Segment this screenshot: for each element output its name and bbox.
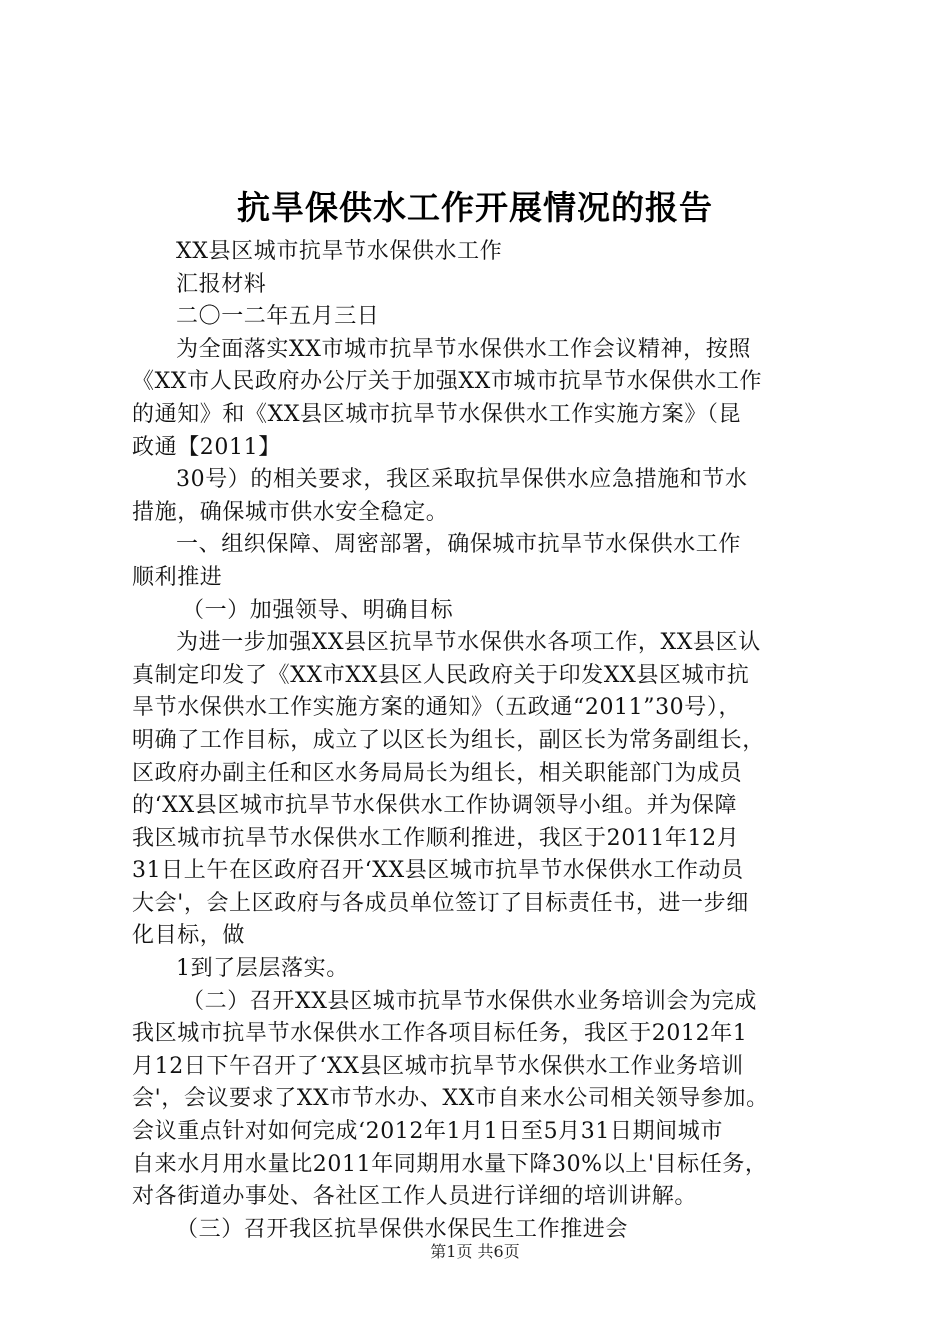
body-line: 为全面落实XX市城市抗旱节水保供水工作会议精神，按照: [176, 336, 751, 362]
document-body: [132, 236, 832, 1246]
section-heading: （一）加强领导、明确目标: [182, 597, 454, 623]
body-line: 措施，确保城市供水安全稳定。: [132, 499, 449, 525]
body-line: 1到了层层落实。: [176, 956, 349, 982]
body-line: 化目标，做: [132, 923, 246, 949]
body-line: 的通知》和《XX县区城市抗旱节水保供水工作实施方案》（昆: [132, 401, 742, 427]
body-line: XX县区城市抗旱节水保供水工作: [176, 239, 503, 264]
body-line: 《XX市人民政府办公厅关于加强XX市城市抗旱节水保供水工作: [132, 369, 763, 395]
body-line: 政通【2011】: [132, 434, 281, 460]
body-line: 二〇一二年五月三日: [176, 304, 380, 330]
body-line: 31日上午在区政府召开‘XX县区城市抗旱节水保供水工作动员: [132, 858, 744, 884]
section-heading: （三）召开我区抗旱保供水保民生工作推进会: [176, 1216, 629, 1242]
body-line: 为进一步加强XX县区抗旱节水保供水各项工作，XX县区认: [176, 630, 761, 656]
body-line: 会'，会议要求了XX市节水办、XX市自来水公司相关领导参加。: [132, 1086, 769, 1112]
body-line: 汇报材料: [176, 271, 267, 297]
body-line: 30号）的相关要求，我区采取抗旱保供水应急措施和节水: [176, 467, 748, 493]
body-line: 我区城市抗旱节水保供水工作顺利推进，我区于2011年12月: [132, 825, 740, 851]
body-line: 顺利推进: [132, 564, 223, 590]
page-footer: 第1页 共6页: [430, 1242, 520, 1261]
body-line: 我区城市抗旱节水保供水工作各项目标任务，我区于2012年1: [132, 1021, 748, 1047]
body-line: 的‘XX县区城市抗旱节水保供水工作协调领导小组。并为保障: [132, 793, 738, 819]
body-line: 一、组织保障、周密部署，确保城市抗旱节水保供水工作: [176, 532, 742, 558]
body-line: 会议重点针对如何完成‘2012年1月1日至5月31日期间城市: [132, 1119, 723, 1145]
section-heading: （二）召开XX县区城市抗旱节水保供水业务培训会为完成: [182, 988, 757, 1014]
body-line: 大会'，会上区政府与各成员单位签订了目标责任书，进一步细: [132, 890, 749, 916]
body-line: 月12日下午召开了‘XX县区城市抗旱节水保供水工作业务培训: [132, 1053, 744, 1079]
body-line: 对各街道办事处、各社区工作人员进行详细的培训讲解。: [132, 1184, 698, 1210]
document-title: 抗旱保供水工作开展情况的报告: [237, 188, 713, 227]
body-line: 旱节水保供水工作实施方案的通知》（五政通“2011”30号），: [132, 695, 742, 721]
body-line: 区政府办副主任和区水务局局长为组长，相关职能部门为成员: [132, 760, 743, 786]
body-line: 明确了工作目标，成立了以区长为组长，副区长为常务副组长，: [132, 727, 765, 753]
body-line: 真制定印发了《XX市XX县区人民政府关于印发XX县区城市抗: [132, 662, 750, 688]
body-line: 自来水月用水量比2011年同期用水量下降30%以上'目标任务，: [132, 1151, 768, 1177]
